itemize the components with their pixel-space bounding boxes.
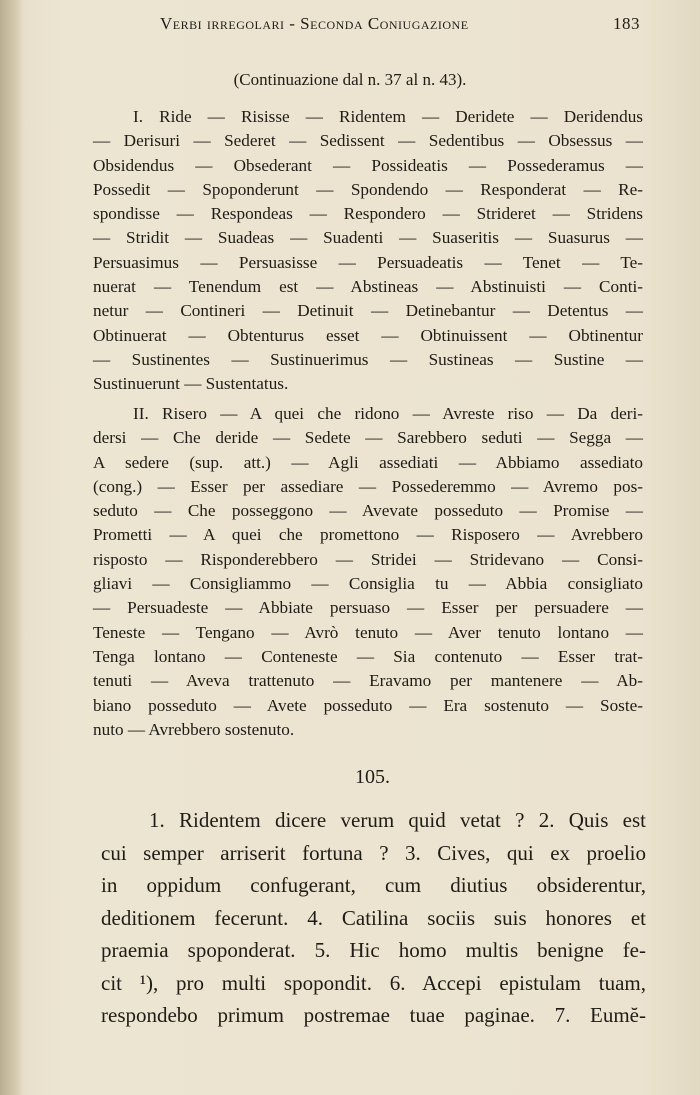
text-line: Teneste — Tengano — Avrò tenuto — Aver tenuto lontano —: [93, 622, 643, 642]
text-line: praemia spoponderat. 5. Hic homo multis benigne fe-: [101, 938, 646, 962]
text-line: respondebo primum postremae tuae paginae. 7. Eumĕ-: [101, 1003, 646, 1027]
text-line: cit ¹), pro multi spopondit. 6. Accepi epistulam tuam,: [101, 970, 646, 995]
text-line: netur — Contineri — Detinuit — Detinebantur — Detentus —: [93, 301, 643, 321]
text-line: Obsidendus — Obsederant — Possideatis — Possederamus —: [93, 155, 643, 175]
text-line: II. Risero — A quei che ridono — Avreste riso — Da deri-: [133, 404, 643, 423]
running-header: [160, 14, 640, 40]
text-line: Tenga lontano — Conteneste — Sia contenuto — Esser trat-: [93, 646, 643, 666]
text-line: Prometti — A quei che promettono — Risposero — Avrebbero: [93, 525, 643, 545]
section-i-paragraph: [93, 105, 643, 397]
text-line: 1. Ridentem dicere verum quid vetat ? 2. Quis est: [149, 808, 646, 832]
text-line: — Derisuri — Sederet — Sedissent — Sedentibus — Obsessus —: [93, 131, 643, 151]
text-line: risposto — Risponderebbero — Stridei — Stridevano — Consi-: [93, 549, 643, 569]
text-line: nuerat — Tenendum est — Abstineas — Abstinuisti — Conti-: [93, 277, 643, 297]
continuation-note: (Continuazione dal n. 37 al n. 43).: [233, 70, 467, 89]
text-line: Sustinuerunt — Sustentatus.: [93, 374, 289, 394]
book-spine-shadow: [0, 0, 22, 1095]
text-line: — Persuadeste — Abbiate persuaso — Esser per persuadere —: [93, 598, 643, 618]
text-line: dersi — Che deride — Sedete — Sarebbero seduti — Segga —: [93, 428, 643, 448]
text-line: tenuti — Aveva trattenuto — Eravamo per mantenere — Ab-: [93, 671, 643, 691]
exercise-paragraph: [101, 804, 646, 1032]
text-line: spondisse — Respondeas — Respondero — Strideret — Stridens: [93, 204, 643, 224]
text-line: nuto — Avrebbero sostenuto.: [93, 719, 295, 739]
header-title: Verbi irregolari - Seconda Coniugazione: [160, 14, 469, 33]
text-line: Obtinuerat — Obtenturus esset — Obtinuissent — Obtinentur: [93, 325, 643, 345]
text-line: I. Ride — Risisse — Ridentem — Deridete — Deridendus: [133, 107, 643, 126]
section-ii-paragraph: [93, 402, 643, 742]
text-line: deditionem fecerunt. 4. Catilina sociis suis honores et: [101, 905, 646, 930]
text-line: in oppidum confugerant, cum diutius obsiderentur,: [101, 873, 646, 897]
text-line: biano posseduto — Avete posseduto — Era sostenuto — Soste-: [93, 695, 643, 715]
text-line: cui semper arriserit fortuna ? 3. Cives, qui ex proelio: [101, 840, 646, 865]
exercise-number: 105.: [355, 766, 390, 788]
text-line: Possedit — Spoponderunt — Spondendo — Responderat — Re-: [93, 179, 643, 199]
text-line: Persuasimus — Persuasisse — Persuadeatis — Tenet — Te-: [93, 252, 643, 272]
text-line: — Sustinentes — Sustinuerimus — Sustineas — Sustine —: [93, 349, 643, 369]
text-line: A sedere (sup. att.) — Agli assediati — Abbiamo assediato: [93, 452, 643, 472]
page-number: 183: [613, 14, 640, 33]
text-line: gliavi — Consigliammo — Consiglia tu — Abbia consigliato: [93, 574, 643, 594]
text-line: — Stridit — Suadeas — Suadenti — Suaseritis — Suasurus —: [93, 228, 643, 248]
text-line: (cong.) — Esser per assediare — Possederemmo — Avremo pos-: [93, 476, 643, 496]
text-line: seduto — Che posseggono — Avevate posseduto — Promise —: [93, 501, 643, 521]
